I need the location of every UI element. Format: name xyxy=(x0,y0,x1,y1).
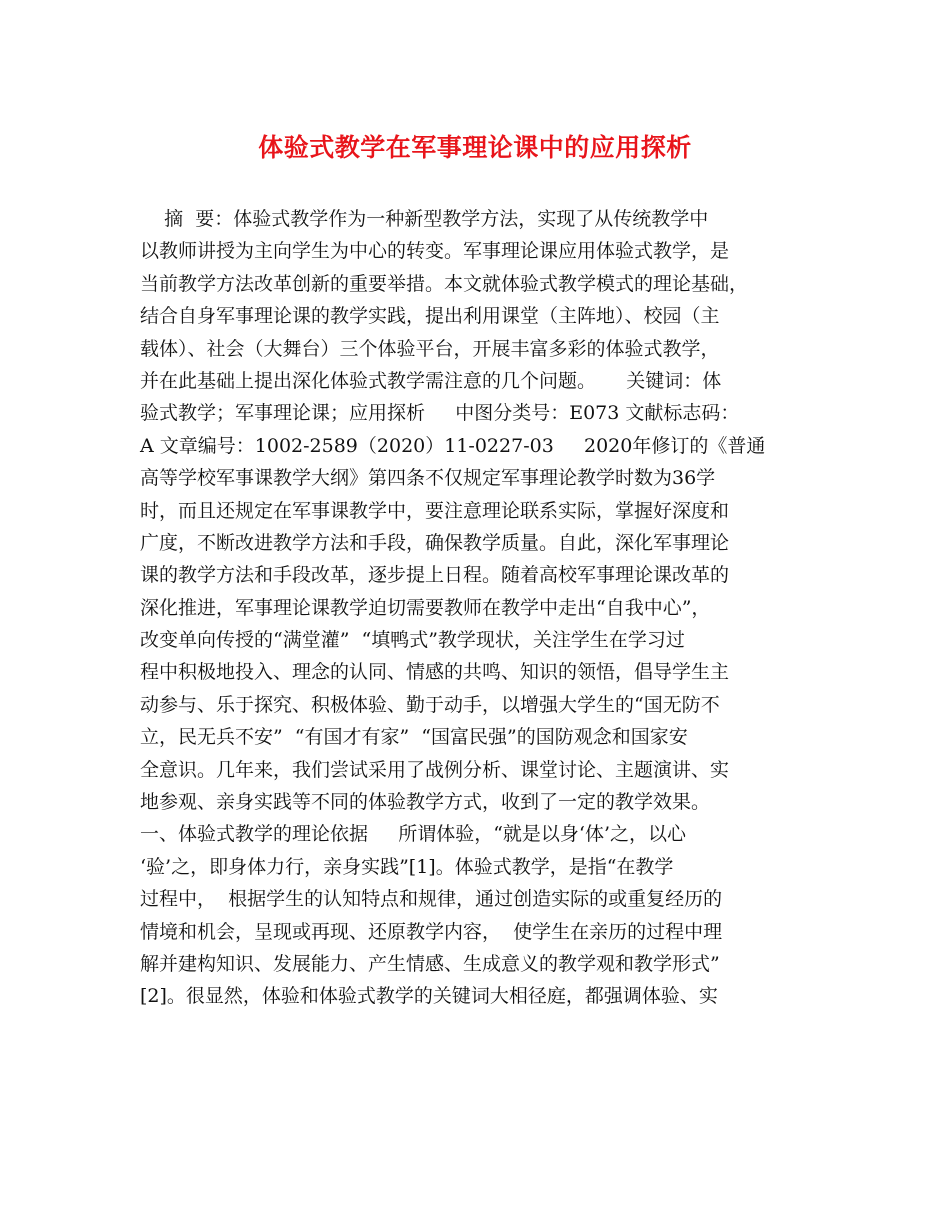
body-line: 广度，不断改进教学方法和手段，确保教学质量。自此，深化军事理论 xyxy=(140,531,730,554)
body-line: 验式教学；军事理论课；应用探析 中图分类号：E073 文献标志码： xyxy=(140,402,740,425)
body-line: 载体）、社会（大舞台）三个体验平台，开展丰富多彩的体验式教学， xyxy=(140,337,720,360)
body-line: 立，民无兵不安” “有国才有家” “国富民强”的国防观念和国家安 xyxy=(140,726,688,749)
body-line: 解并建构知识、发展能力、产生情感、生成意义的教学观和教学形式” xyxy=(140,952,720,975)
body-line: 当前教学方法改革创新的重要举措。本文就体验式教学模式的理论基础， xyxy=(140,272,749,295)
body-line: 并在此基础上提出深化体验式教学需注意的几个问题。 关键词：体 xyxy=(140,369,722,392)
body-line: 过程中， 根据学生的认知特点和规律，通过创造实际的或重复经历的 xyxy=(140,888,723,911)
body-line: [2]。很显然，体验和体验式教学的关键词大相径庭，都强调体验、实 xyxy=(140,985,718,1008)
document-title: 体验式教学在军事理论课中的应用探析 xyxy=(258,133,692,162)
body-line: 一、体验式教学的理论依据 所谓体验，“就是以身‘体’之，以心 xyxy=(140,823,686,846)
document-body xyxy=(140,203,812,1013)
body-line: ‘验’之，即身体力行，亲身实践”[1]。体验式教学，是指“在教学 xyxy=(140,855,674,878)
body-line: 改变单向传授的“满堂灌” “填鸭式”教学现状，关注学生在学习过 xyxy=(140,629,685,652)
body-line: 以教师讲授为主向学生为中心的转变。军事理论课应用体验式教学，是 xyxy=(140,240,730,263)
body-line: 情境和机会，呈现或再现、还原教学内容， 使学生在亲历的过程中理 xyxy=(140,920,723,943)
body-line: 时，而且还规定在军事课教学中，要注意理论联系实际，掌握好深度和 xyxy=(140,499,730,522)
body-line: 深化推进，军事理论课教学迫切需要教师在教学中走出“自我中心”， xyxy=(140,596,711,619)
body-line: 摘 要：体验式教学作为一种新型教学方法，实现了从传统教学中 xyxy=(140,208,709,230)
body-line: 程中积极地投入、理念的认同、情感的共鸣、知识的领悟，倡导学生主 xyxy=(140,661,730,684)
body-line: 全意识。几年来，我们尝试采用了战例分析、课堂讨论、主题演讲、实 xyxy=(140,758,730,781)
body-line: 动参与、乐于探究、积极体验、勤于动手，以增强大学生的“国无防不 xyxy=(140,693,720,716)
body-line: 课的教学方法和手段改革，逐步提上日程。随着高校军事理论课改革的 xyxy=(140,564,730,587)
body-line: 地参观、亲身实践等不同的体验教学方式，收到了一定的教学效果。 xyxy=(140,791,711,814)
body-line: A 文章编号：1002-2589（2020）11-0227-03 2020年修订的《普通 xyxy=(140,434,766,457)
body-line: 高等学校军事课教学大纲》第四条不仅规定军事理论教学时数为36学 xyxy=(140,467,716,490)
body-line: 结合自身军事理论课的教学实践，提出利用课堂（主阵地）、校园（主 xyxy=(140,305,720,328)
